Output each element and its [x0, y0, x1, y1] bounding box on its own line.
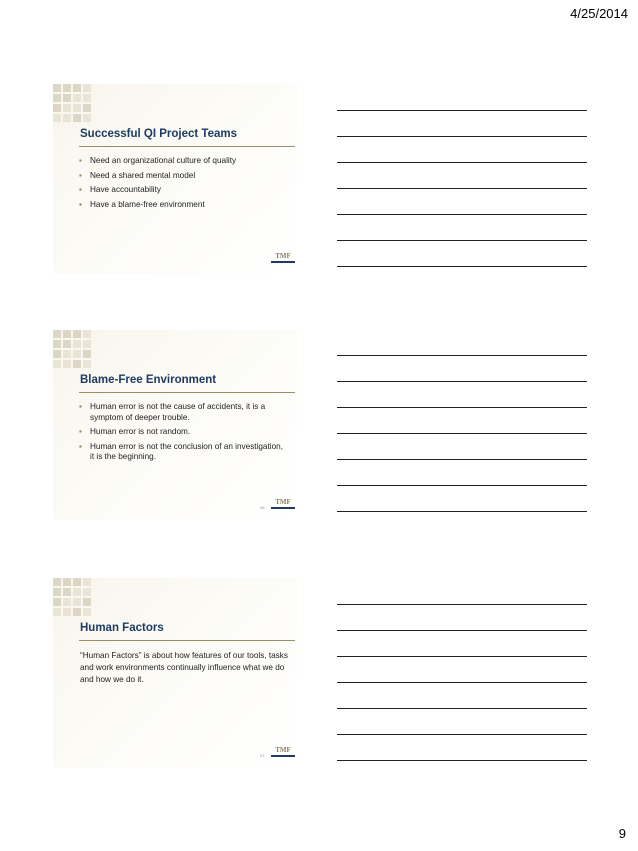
bullet-item: ▪ Human error is not the cause of accidents, it is a symptom of deeper trouble.: [75, 402, 287, 423]
note-line: [337, 433, 587, 434]
slide-thumbnail-3: [53, 578, 297, 768]
bullet-list: [75, 156, 287, 214]
slide-title: Blame-Free Environment: [80, 374, 217, 386]
note-line: [337, 407, 587, 408]
note-line: [337, 511, 587, 512]
tmf-logo: [269, 499, 297, 511]
note-line: [337, 136, 587, 137]
logo-text: TMF: [275, 252, 291, 260]
logo-text: TMF: [275, 498, 291, 506]
slide-paragraph: “Human Factors” is about how features of our tools, tasks and work environments continually influence what we do and how we do it.: [80, 651, 288, 684]
slide-thumbnail-1: [53, 84, 297, 274]
slide-title: Human Factors: [80, 622, 164, 634]
note-line: [337, 266, 587, 267]
corner-squares-decoration: [53, 578, 91, 616]
note-line: [337, 188, 587, 189]
note-line: [337, 381, 587, 382]
title-underline: [79, 146, 295, 147]
slide-title: Successful QI Project Teams: [80, 128, 238, 140]
print-date: 4/25/2014: [570, 6, 628, 21]
note-line: [337, 355, 587, 356]
note-line: [337, 240, 587, 241]
bullet-item: ▪ Have a blame-free environment: [75, 200, 287, 211]
tmf-logo: [269, 747, 297, 759]
note-line: [337, 708, 587, 709]
bullet-item: ▪ Need a shared mental model: [75, 171, 287, 182]
logo-underline: [271, 507, 295, 509]
corner-squares-decoration: [53, 330, 91, 368]
page-number: 9: [618, 826, 626, 841]
note-line: [337, 734, 587, 735]
corner-squares-decoration: [53, 84, 91, 122]
bullet-item: ▪ Human error is not the conclusion of an investigation, it is the beginning.: [75, 442, 287, 463]
logo-underline: [271, 755, 295, 757]
bullet-list: [75, 402, 287, 467]
note-line: [337, 214, 587, 215]
note-line: [337, 682, 587, 683]
tmf-logo: [269, 253, 297, 265]
logo-underline: [271, 261, 295, 263]
slide-number: 27: [260, 753, 265, 758]
logo-text: TMF: [275, 746, 291, 754]
note-line: [337, 656, 587, 657]
bullet-item: ▪ Have accountability: [75, 185, 287, 196]
note-line: [337, 485, 587, 486]
title-underline: [79, 392, 295, 393]
note-line: [337, 760, 587, 761]
note-line: [337, 162, 587, 163]
bullet-item: ▪ Need an organizational culture of quality: [75, 156, 287, 167]
bullet-item: ▪ Human error is not random.: [75, 427, 287, 438]
note-line: [337, 459, 587, 460]
title-underline: [79, 640, 295, 641]
note-line: [337, 630, 587, 631]
note-line: [337, 110, 587, 111]
slide-number: 26: [260, 505, 265, 510]
slide-thumbnail-2: [53, 330, 297, 520]
note-line: [337, 604, 587, 605]
